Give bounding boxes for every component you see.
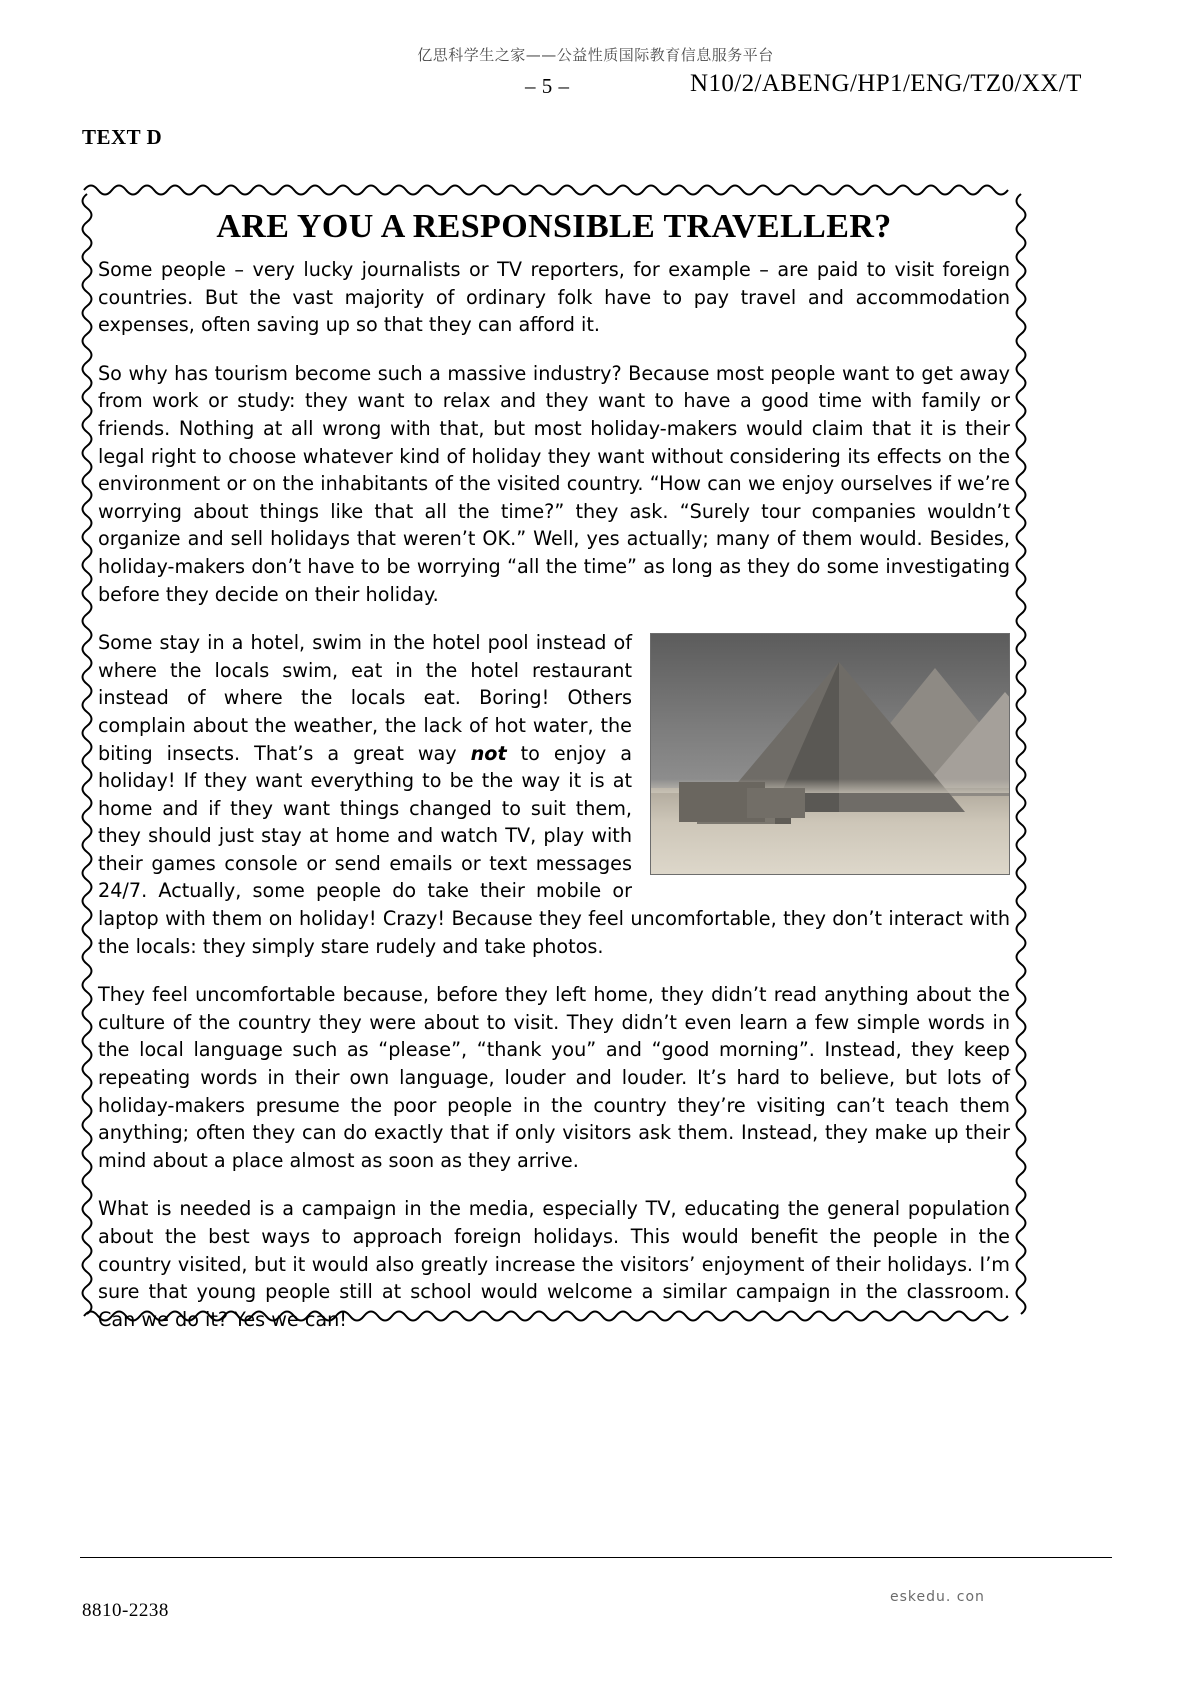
paragraph-4: They feel uncomfortable because, before they left home, they didn’t read anything about the culture of the country they were about to visit. They didn’t even learn a few simple words in the local language such as “please”, “thank you” and “good morning”. Instead, they keep repeating words in their own language, louder and louder. It’s hard to believe, but lots of holiday-makers presume the poor people in the country they’re visiting can’t teach them anything; often they can do exactly that if only visitors ask them. Instead, they make up their mind about a place almost as soon as they arrive.	[98, 983, 1010, 1172]
paragraph-3-part2: to enjoy a holiday! If they want everything to be the way it is at home and if they want things changed to suit them, they should just stay at home and watch TV, play with their games console or send emails or text messages 24/7. Actually, some people do take their mobile or laptop with them on holiday! Crazy! Because they feel uncomfortable, they don’t interact with the locals: they simply stare rudely and take photos.	[98, 741, 1010, 958]
ruins-secondary	[747, 788, 805, 818]
paragraph-3-part1: Some stay in a hotel, swim in the hotel pool instead of where the locals swim, eat in the hotel restaurant instead of where the locals eat. Boring! Others complain about the weather, the lack of hot water, the biting insects. That’s a great way	[98, 631, 632, 765]
document-code: 8810-2238	[82, 1600, 169, 1621]
paragraph-3-with-image	[98, 629, 1010, 960]
pyramids-photo	[650, 633, 1010, 875]
page-number: – 5 –	[525, 74, 570, 98]
top-watermark: 亿思科学生之家——公益性质国际教育信息服务平台	[417, 46, 774, 64]
article-box	[78, 180, 1030, 1331]
article-content	[94, 194, 1014, 1331]
article-title: ARE YOU A RESPONSIBLE TRAVELLER?	[216, 208, 892, 245]
footer-watermark: eskedu. con	[890, 1589, 985, 1605]
paragraph-5: What is needed is a campaign in the media, especially TV, educating the general population about the best ways to approach foreign holidays. This would benefit the people in the country visited, but it would also greatly increase the visitors’ enjoyment of their holidays. I’m sure that young people still at school would welcome a similar campaign in the classroom. Can we do it? Yes we can!	[98, 1197, 1010, 1331]
paragraph-1: Some people – very lucky journalists or TV reporters, for example – are paid to visit foreign countries. But the vast majority of ordinary folk have to pay travel and accommodation expenses, often saving up so that they can afford it.	[98, 258, 1010, 337]
paragraph-2: So why has tourism become such a massive industry? Because most people want to get away from work or study: they want to relax and they want to have a good time with family or friends. Nothing at all wrong with that, but most holiday-makers would claim that it is their legal right to choose whatever kind of holiday they want without considering its effects on the environment or on the inhabitants of the visited country. “How can we enjoy ourselves if we’re worrying about things like that all the time?” they ask. “Surely tour companies wouldn’t organize and sell holidays that weren’t OK.” Well, yes actually; many of them would. Besides, holiday-makers don’t have to be worrying “all the time” as long as they do some investigating before they decide on their holiday.	[98, 361, 1010, 606]
footer-divider	[80, 1557, 1112, 1558]
text-section-label: TEXT D	[82, 125, 163, 149]
article-body	[98, 256, 1010, 1333]
paper-code: N10/2/ABENG/HP1/ENG/TZ0/XX/T	[690, 70, 1082, 97]
page-header	[0, 70, 1191, 106]
paragraph-3-emphasis: not	[470, 741, 507, 765]
